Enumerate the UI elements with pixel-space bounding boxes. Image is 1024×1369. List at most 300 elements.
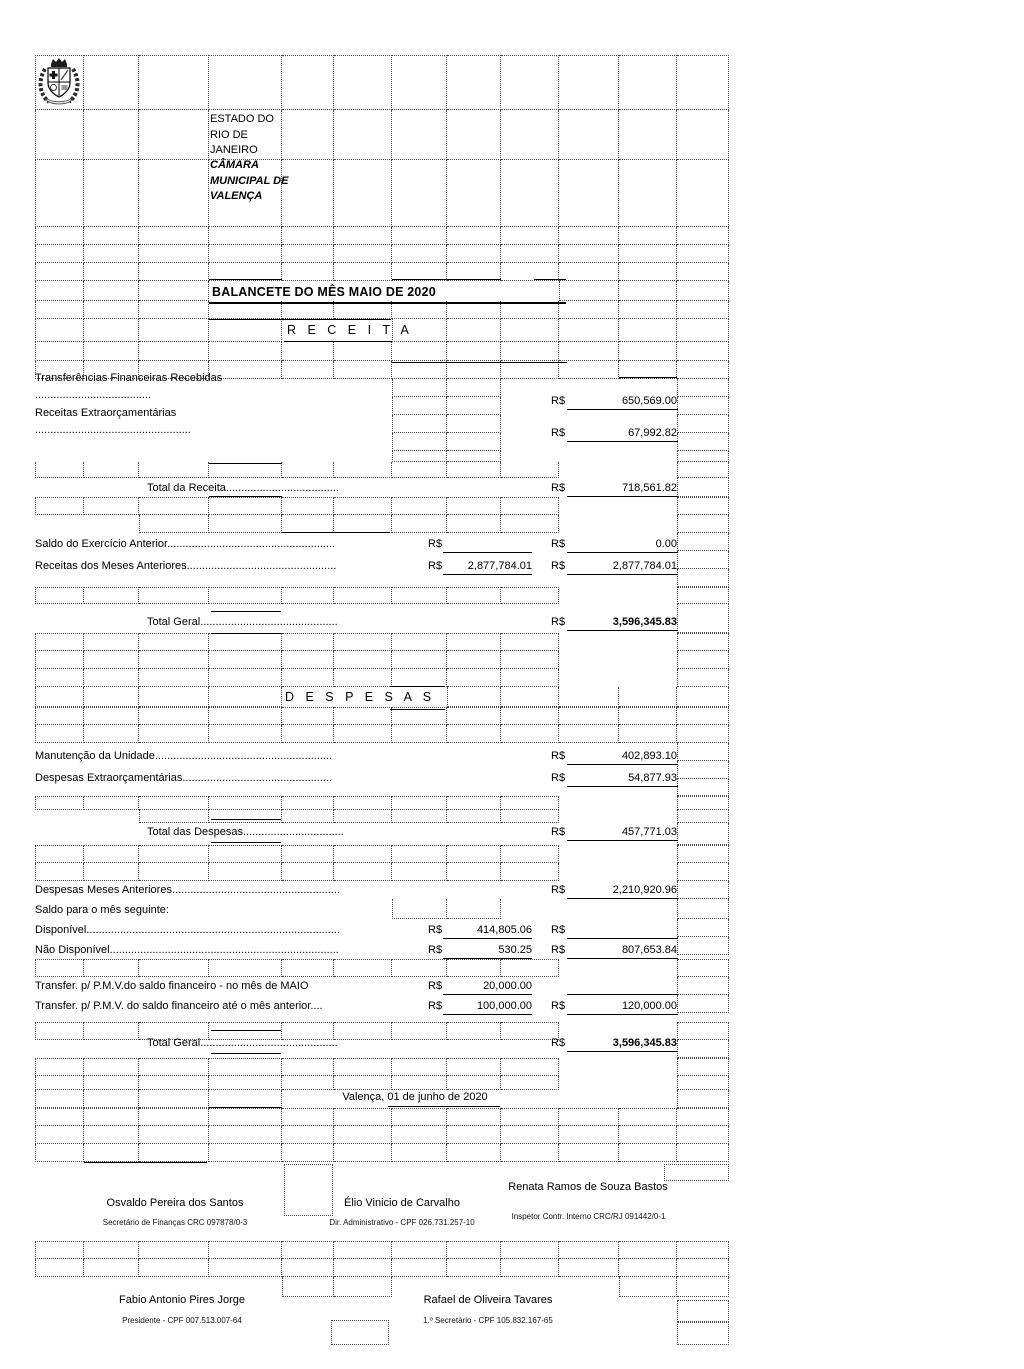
receitas-meses-anteriores-value: 2,877,784.01 (612, 560, 677, 572)
grid-cell (501, 687, 559, 707)
grid-cell (559, 263, 619, 281)
grid-cell (282, 1277, 334, 1297)
currency-symbol: R$ (551, 395, 566, 407)
grid-cell (35, 281, 84, 301)
signature-name-osvaldo: Osvaldo Pereira dos Santos (106, 1197, 244, 1209)
grid-cell (677, 1040, 729, 1058)
grid-cell (334, 845, 392, 863)
grid-cell (35, 1058, 84, 1076)
grid-cell (447, 707, 501, 725)
grid-cell (282, 55, 334, 110)
grid-cell (334, 342, 392, 361)
rule-line (209, 1107, 282, 1108)
grid-cell (334, 796, 392, 810)
grid-cell (331, 1320, 389, 1345)
grid-cell (84, 1126, 139, 1144)
grid-cell (139, 587, 209, 604)
transferencias-recebidas-value: 650,569.00 (621, 395, 677, 407)
rule-line (209, 319, 391, 320)
grid-cell (677, 1090, 729, 1108)
grid-cell (84, 55, 139, 110)
grid-cell (139, 725, 209, 743)
grid-cell (334, 263, 392, 281)
grid-cell (209, 669, 282, 687)
grid-cell (392, 55, 447, 110)
grid-cell (282, 515, 334, 533)
grid-cell (447, 1259, 501, 1277)
grid-cell (501, 707, 559, 725)
grid-cell (209, 796, 282, 810)
grid-cell (559, 1259, 619, 1277)
grid-cell (677, 451, 729, 462)
grid-cell (501, 160, 559, 227)
grid-cell (84, 342, 139, 361)
grid-cell (139, 497, 209, 515)
grid-cell (334, 1144, 392, 1162)
grid-cell (677, 863, 729, 881)
grid-cell (447, 342, 501, 361)
rule-line (567, 574, 678, 575)
grid-cell (282, 263, 334, 281)
grid-cell (334, 245, 392, 263)
grid-cell (447, 796, 501, 810)
grid-cell (677, 687, 729, 707)
grid-cell (84, 462, 139, 478)
grid-cell (677, 379, 729, 397)
grid-cell (334, 1241, 392, 1259)
grid-cell (677, 551, 729, 569)
rule-line (567, 786, 678, 787)
transfer-pmv-anterior-value: 120,000.00 (621, 1000, 677, 1012)
grid-cell (677, 587, 729, 604)
grid-cell (447, 1022, 501, 1040)
grid-cell (282, 587, 334, 604)
currency-symbol: R$ (551, 1037, 566, 1049)
rule-line (567, 441, 678, 442)
grid-cell (209, 1108, 282, 1126)
grid-cell (35, 707, 84, 725)
grid-cell (677, 779, 729, 796)
grid-cell (501, 959, 559, 977)
grid-cell (392, 397, 447, 415)
total-geral-receita-label: Total Geral............................................. (147, 616, 338, 628)
currency-symbol: R$ (551, 772, 566, 784)
transferencias-recebidas-dots: ...................................... (35, 389, 152, 401)
grid-cell (84, 497, 139, 515)
grid-cell (35, 633, 84, 651)
grid-cell (501, 669, 559, 687)
grid-cell (447, 319, 501, 342)
grid-cell (334, 651, 392, 669)
grid-cell (501, 1144, 559, 1162)
grid-cell (139, 633, 209, 651)
signature-name-elio: Élio Vinicio de Carvalho (344, 1197, 460, 1209)
grid-cell (209, 55, 282, 110)
grid-cell (334, 863, 392, 881)
grid-cell (209, 1259, 282, 1277)
grid-cell (559, 1144, 619, 1162)
grid-cell (677, 301, 729, 319)
rule-line (209, 302, 566, 304)
grid-cell (447, 433, 501, 451)
grid-cell (139, 342, 209, 361)
grid-cell (282, 227, 334, 245)
grid-cell (139, 1259, 209, 1277)
saldo-exercicio-anterior-value: 0.00 (655, 538, 677, 550)
grid-cell (619, 160, 677, 227)
state-name: ESTADO DO RIO DE JANEIRO (210, 113, 274, 156)
grid-cell (501, 1126, 559, 1144)
receitas-meses-anteriores-inner-value: 2,877,784.01 (467, 560, 532, 572)
grid-cell (392, 863, 447, 881)
grid-cell (35, 245, 84, 263)
grid-cell (619, 1144, 677, 1162)
grid-cell (677, 361, 729, 379)
grid-cell (619, 725, 677, 743)
total-receita-value: 718,561.82 (621, 482, 677, 494)
grid-cell (447, 633, 501, 651)
grid-cell (677, 810, 729, 823)
currency-symbol: R$ (551, 750, 566, 762)
grid-cell (209, 1144, 282, 1162)
grid-cell (447, 1241, 501, 1259)
grid-cell (447, 810, 501, 823)
total-despesas-label: Total das Despesas................................. (147, 826, 344, 838)
grid-cell (677, 604, 729, 633)
grid-cell (334, 110, 392, 160)
grid-cell (35, 319, 84, 342)
grid-cell (677, 319, 729, 342)
grid-cell (139, 669, 209, 687)
grid-cell (447, 497, 501, 515)
grid-cell (559, 245, 619, 263)
grid-cell (334, 515, 392, 533)
grid-cell (209, 245, 282, 263)
grid-cell (392, 227, 447, 245)
grid-cell (35, 1108, 84, 1126)
grid-cell (35, 227, 84, 245)
grid-cell (447, 379, 501, 397)
grid-cell (619, 55, 677, 110)
grid-cell (139, 1144, 209, 1162)
grid-cell (501, 319, 559, 342)
chamber-name: CÂMARA MUNICIPAL DE VALENÇA (210, 159, 289, 202)
grid-cell (139, 651, 209, 669)
disponivel-inner-value: 414,805.06 (476, 924, 532, 936)
grid-cell (559, 361, 619, 379)
signature-name-fabio: Fabio Antonio Pires Jorge (119, 1294, 245, 1306)
grid-cell (139, 1108, 209, 1126)
transfer-pmv-anterior-label: Transfer. p/ P.M.V. do saldo financeiro até o mês anterior.... (35, 1000, 323, 1012)
grid-cell (619, 281, 677, 301)
grid-cell (392, 361, 447, 379)
grid-cell (209, 342, 282, 361)
grid-cell (282, 1076, 334, 1090)
grid-cell (84, 301, 139, 319)
rule-line (211, 842, 281, 843)
grid-cell (677, 743, 729, 761)
grid-cell (334, 497, 392, 515)
grid-cell (139, 845, 209, 863)
grid-cell (35, 845, 84, 863)
grid-cell (677, 245, 729, 263)
total-geral-despesas-label: Total Geral............................................. (147, 1037, 338, 1049)
currency-symbol: R$ (551, 1000, 566, 1012)
grid-cell (139, 1241, 209, 1259)
grid-cell (84, 845, 139, 863)
grid-cell (334, 1076, 392, 1090)
rule-line (209, 463, 282, 464)
grid-cell (619, 301, 677, 319)
currency-symbol: R$ (551, 560, 566, 572)
currency-symbol: R$ (551, 884, 566, 896)
grid-cell (677, 497, 729, 515)
grid-cell (35, 587, 84, 604)
grid-cell (501, 110, 559, 160)
grid-cell (619, 1108, 677, 1126)
grid-cell (677, 55, 729, 110)
grid-cell (619, 342, 677, 361)
grid-cell (392, 451, 447, 462)
grid-cell (559, 227, 619, 245)
grid-cell (209, 587, 282, 604)
rule-line (567, 552, 678, 553)
grid-cell (334, 669, 392, 687)
grid-cell (282, 863, 334, 881)
grid-cell (619, 1241, 677, 1259)
grid-cell (677, 707, 729, 725)
grid-cell (84, 1241, 139, 1259)
grid-cell (35, 1144, 84, 1162)
grid-cell (392, 415, 447, 433)
grid-cell (282, 633, 334, 651)
grid-cell (501, 462, 559, 478)
grid-cell (84, 1058, 139, 1076)
currency-symbol: R$ (551, 944, 566, 956)
grid-cell (84, 281, 139, 301)
grid-cell (209, 462, 282, 478)
grid-cell (559, 110, 619, 160)
grid-cell (677, 823, 729, 845)
grid-cell (559, 707, 619, 725)
saldo-exercicio-anterior-label: Saldo do Exercício Anterior....................................................... (35, 538, 336, 550)
grid-cell (334, 959, 392, 977)
grid-cell (139, 707, 209, 725)
grid-cell (501, 810, 559, 823)
currency-symbol: R$ (551, 538, 566, 550)
grid-cell (501, 651, 559, 669)
grid-cell (392, 342, 447, 361)
grid-cell (84, 1076, 139, 1090)
grid-cell (677, 1300, 729, 1322)
grid-cell (334, 462, 392, 478)
rule-line (567, 958, 678, 959)
grid-cell (139, 263, 209, 281)
rule-line (567, 938, 678, 939)
grid-cell (84, 707, 139, 725)
grid-cell (84, 160, 139, 227)
transfer-pmv-anterior-inner-value: 100,000.00 (476, 1000, 532, 1012)
grid-cell (447, 1058, 501, 1076)
grid-cell (84, 863, 139, 881)
grid-cell (501, 796, 559, 810)
grid-cell (139, 1126, 209, 1144)
receita-section-title: R E C E I T A (287, 323, 413, 337)
signature-name-renata: Renata Ramos de Souza Bastos (508, 1181, 668, 1193)
grid-cell (559, 1126, 619, 1144)
total-geral-receita-value: 3,596,345.83 (612, 616, 677, 628)
grid-cell (209, 651, 282, 669)
grid-cell (209, 1090, 282, 1108)
grid-cell (559, 281, 619, 301)
grid-cell (447, 55, 501, 110)
grid-cell (501, 845, 559, 863)
currency-symbol: R$ (428, 538, 443, 550)
currency-symbol: R$ (551, 616, 566, 628)
grid-cell (84, 319, 139, 342)
grid-cell (392, 1259, 447, 1277)
grid-cell (35, 651, 84, 669)
grid-cell (84, 245, 139, 263)
grid-cell (677, 1022, 729, 1040)
grid-cell (282, 845, 334, 863)
grid-cell (447, 515, 501, 533)
grid-cell (139, 1090, 209, 1108)
receitas-extraorcamentarias-dots: ................................................... (35, 424, 191, 436)
grid-cell (677, 725, 729, 743)
grid-cell (282, 707, 334, 725)
grid-cell (35, 1241, 84, 1259)
manutencao-unidade-label: Manutenção da Unidade.......................................................... (35, 750, 333, 762)
despesas-meses-anteriores-value: 2,210,920.96 (612, 884, 677, 896)
grid-cell (677, 110, 729, 160)
grid-cell (35, 1090, 84, 1108)
rule-line (567, 409, 678, 410)
grid-cell (334, 55, 392, 110)
grid-cell (84, 651, 139, 669)
grid-cell (677, 1144, 729, 1162)
grid-cell (392, 379, 447, 397)
grid-cell (501, 245, 559, 263)
grid-cell (677, 342, 729, 361)
total-despesas-value: 457,771.03 (621, 826, 677, 838)
grid-cell (392, 651, 447, 669)
rule-line (390, 686, 445, 687)
grid-cell (559, 725, 619, 743)
rule-line (443, 958, 532, 959)
currency-symbol: R$ (428, 560, 443, 572)
grid-cell (139, 1076, 209, 1090)
grid-cell (139, 462, 209, 478)
grid-cell (559, 319, 619, 342)
grid-cell (619, 227, 677, 245)
grid-cell (392, 1058, 447, 1076)
grid-cell (282, 110, 334, 160)
grid-cell (559, 301, 619, 319)
grid-cell (209, 633, 282, 651)
grid-cell (501, 1076, 559, 1090)
grid-cell (447, 227, 501, 245)
grid-cell (677, 995, 729, 1013)
receitas-extraorcamentarias-label: Receitas Extraorçamentárias (35, 407, 177, 419)
rule-line (443, 1014, 532, 1015)
grid-cell (392, 1144, 447, 1162)
grid-cell (501, 1259, 559, 1277)
grid-cell (84, 633, 139, 651)
grid-cell (501, 1058, 559, 1076)
grid-cell (619, 687, 677, 707)
grid-cell (677, 899, 729, 919)
grid-cell (447, 669, 501, 687)
grid-cell (447, 899, 501, 919)
grid-cell (619, 1277, 677, 1297)
grid-cell (677, 761, 729, 779)
grid-cell (334, 1277, 392, 1297)
grid-cell (282, 1144, 334, 1162)
grid-cell (282, 1058, 334, 1076)
grid-cell (209, 227, 282, 245)
grid-cell (501, 342, 559, 361)
grid-cell (282, 796, 334, 810)
grid-cell (619, 245, 677, 263)
grid-cell (501, 1241, 559, 1259)
grid-cell (35, 687, 84, 707)
grid-cell (209, 1241, 282, 1259)
grid-cell (677, 1126, 729, 1144)
grid-cell (84, 1022, 139, 1040)
currency-symbol: R$ (428, 944, 443, 956)
rule-line (567, 1051, 678, 1052)
grid-cell (334, 361, 392, 379)
rule-line (388, 1106, 500, 1107)
grid-cell (501, 633, 559, 651)
grid-cell (677, 881, 729, 899)
grid-cell (84, 1090, 139, 1108)
grid-cell (677, 1241, 729, 1259)
grid-cell (334, 227, 392, 245)
currency-symbol: R$ (428, 980, 443, 992)
grid-cell (334, 707, 392, 725)
rule-line (211, 1053, 281, 1054)
grid-cell (677, 1058, 729, 1076)
grid-cell (447, 451, 501, 462)
total-receita-label: Total da Receita..................................... (147, 482, 339, 494)
rule-line (209, 496, 282, 497)
rule-line (211, 633, 281, 634)
grid-cell (392, 587, 447, 604)
grid-cell (209, 959, 282, 977)
grid-cell (447, 1144, 501, 1162)
grid-cell (139, 160, 209, 227)
rule-line (567, 840, 678, 841)
grid-cell (334, 587, 392, 604)
grid-cell (84, 796, 139, 810)
total-geral-despesas-value: 3,596,345.83 (612, 1037, 677, 1049)
grid-cell (447, 361, 501, 379)
grid-cell (447, 587, 501, 604)
grid-cell (392, 245, 447, 263)
nao-disponivel-inner-value: 530.25 (498, 944, 532, 956)
currency-symbol: R$ (551, 826, 566, 838)
grid-cell (677, 415, 729, 433)
grid-cell (501, 725, 559, 743)
grid-cell (209, 515, 282, 533)
grid-cell (501, 55, 559, 110)
grid-cell (84, 263, 139, 281)
grid-cell (559, 687, 619, 707)
grid-cell (501, 227, 559, 245)
grid-cell (392, 515, 447, 533)
